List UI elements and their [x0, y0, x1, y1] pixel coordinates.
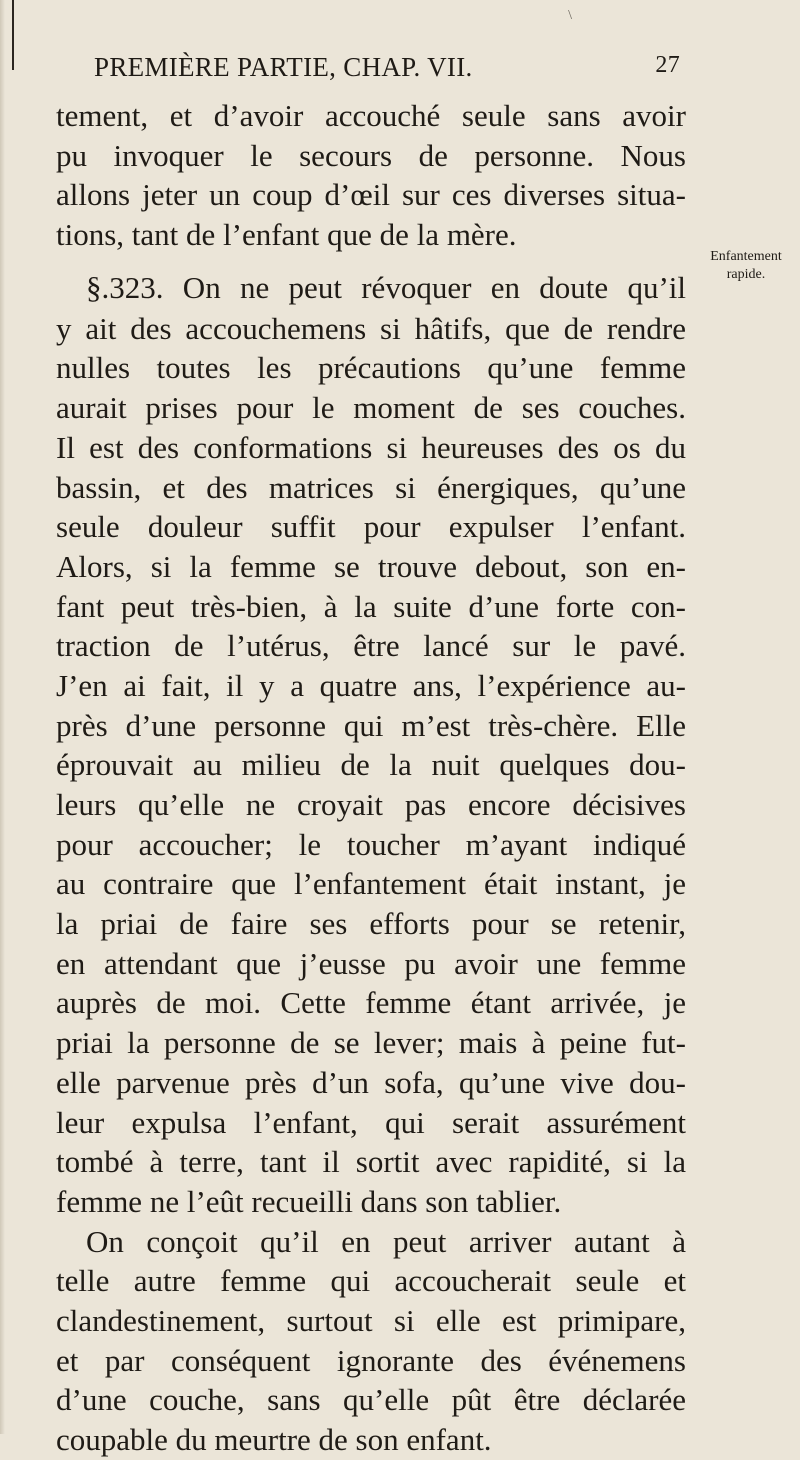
paragraph-start-line: On conçoit qu’il en peut arriver autant à: [86, 1223, 686, 1259]
text-line: fant peut très-bien, à la suite d’une forte con-: [56, 588, 686, 624]
text-line: tions, tant de l’enfant que de la mère.: [56, 217, 517, 253]
text-line: leur expulsa l’enfant, qui serait assurément: [56, 1104, 686, 1140]
page-binding-edge: [0, 0, 5, 1434]
text-line: en attendant que j’eusse pu avoir une femme: [56, 945, 686, 981]
text-line: telle autre femme qui accoucherait seule et: [56, 1263, 686, 1299]
text-line: Il est des conformations si heureuses des os du: [56, 429, 686, 465]
text-line: leurs qu’elle ne croyait pas encore décisives: [56, 787, 686, 822]
binding-thread: [12, 0, 14, 70]
text-line: bassin, et des matrices si énergiques, qu’une: [56, 469, 686, 505]
text-line: seule douleur suffit pour expulser l’enfant.: [56, 509, 686, 545]
text-line: femme ne l’eût recueilli dans son tablier.: [56, 1183, 562, 1219]
body-text: [56, 96, 686, 1460]
text-line: pour accoucher; le toucher m’ayant indiqué: [56, 826, 686, 862]
margin-note-line-2: rapide.: [726, 267, 766, 282]
text-line: la priai de faire ses efforts pour se retenir,: [56, 906, 686, 942]
text-line: d’une couche, sans qu’elle pût être déclarée: [56, 1382, 686, 1418]
text-line: auprès de moi. Cette femme étant arrivée, je: [56, 985, 686, 1021]
text-line: J’en ai fait, il y a quatre ans, l’expérience au-: [56, 667, 686, 703]
text-line: tement, et d’avoir accouché seule sans avoir: [56, 98, 686, 133]
text-line: traction de l’utérus, être lancé sur le pavé.: [56, 628, 686, 664]
text-line: aurait prises pour le moment de ses couches.: [56, 390, 686, 426]
section-start-line: §.323. On ne peut révoquer en doute qu’il: [86, 269, 686, 305]
text-line: coupable du meurtre de son enfant.: [56, 1422, 492, 1457]
text-line: éprouvait au milieu de la nuit quelques dou-: [56, 747, 686, 783]
text-line: au contraire que l’enfantement était instant, je: [56, 866, 686, 902]
text-line: priai la personne de se lever; mais à peine fut-: [56, 1025, 686, 1061]
text-line: pu invoquer le secours de personne. Nous: [56, 137, 686, 173]
text-line: allons jeter un coup d’œil sur ces diverses situa-: [56, 177, 686, 213]
page-header: [94, 52, 680, 96]
margin-note-line-1: Enfantement: [710, 249, 782, 264]
text-line: elle parvenue près d’un sofa, qu’une vive dou-: [56, 1064, 686, 1100]
margin-note: [698, 248, 794, 284]
text-line: clandestinement, surtout si elle est primipare,: [56, 1302, 686, 1338]
text-line: près d’une personne qui m’est très-chère. Elle: [56, 707, 686, 743]
running-title: PREMIÈRE PARTIE, CHAP. VII.: [94, 52, 473, 82]
page-fold-mark: \: [568, 8, 572, 23]
text-line: y ait des accouchemens si hâtifs, que de rendre: [56, 310, 686, 346]
text-line: Alors, si la femme se trouve debout, son en-: [56, 548, 686, 584]
text-line: et par conséquent ignorante des événemens: [56, 1342, 686, 1378]
text-line: nulles toutes les précautions qu’une femme: [56, 350, 686, 386]
text-line: tombé à terre, tant il sortit avec rapidité, si la: [56, 1144, 686, 1180]
page-number: 27: [655, 52, 680, 78]
